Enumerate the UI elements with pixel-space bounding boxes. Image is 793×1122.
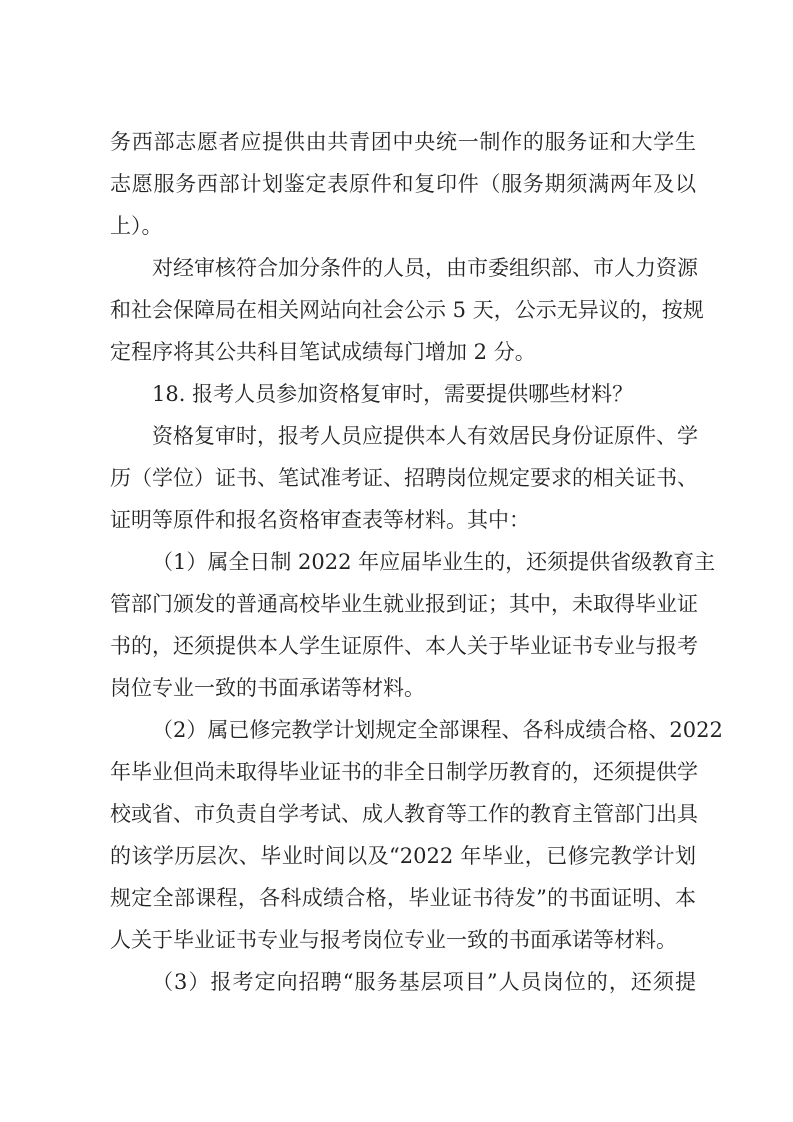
list-item-line: 管部门颁发的普通高校毕业生就业报到证；其中，未取得毕业证 [110, 592, 698, 616]
text-line: 务西部志愿者应提供由共青团中央统一制作的服务证和大学生 [110, 130, 696, 154]
text-line: 上）。 [110, 214, 163, 238]
text-line: 证明等原件和报名资格审查表等材料。其中： [110, 508, 530, 532]
list-item-line: （3）报考定向招聘“服务基层项目”人员岗位的，还须提 [152, 970, 696, 994]
text-line: 定程序将其公共科目笔试成绩每门增加 2 分。 [110, 340, 536, 364]
list-item-line: （2）属已修完教学计划规定全部课程、各科成绩合格、2022 [152, 718, 723, 742]
list-item-line: 书的，还须提供本人学生证原件、本人关于毕业证书专业与报考 [110, 634, 698, 658]
list-item-line: 校或省、市负责自学考试、成人教育等工作的教育主管部门出具 [110, 802, 698, 826]
text-line: 志愿服务西部计划鉴定表原件和复印件（服务期须满两年及以 [110, 172, 696, 196]
text-line: 和社会保障局在相关网站向社会公示 5 天，公示无异议的，按规 [110, 298, 704, 322]
list-item-line: 规定全部课程，各科成绩合格，毕业证书待发”的书面证明、本 [110, 886, 696, 910]
text-line: 资格复审时，报考人员应提供本人有效居民身份证原件、学 [152, 424, 698, 448]
list-item-line: 岗位专业一致的书面承诺等材料。 [110, 676, 425, 700]
list-item-line: 的该学历层次、毕业时间以及“2022 年毕业，已修完教学计划 [110, 844, 696, 868]
list-item-line: 年毕业但尚未取得毕业证书的非全日制学历教育的，还须提供学 [110, 760, 698, 784]
text-line: 历（学位）证书、笔试准考证、招聘岗位规定要求的相关证书、 [110, 466, 698, 490]
question-heading: 18. 报考人员参加资格复审时，需要提供哪些材料？ [152, 382, 634, 406]
text-line: 对经审核符合加分条件的人员，由市委组织部、市人力资源 [152, 256, 698, 280]
list-item-line: 人关于毕业证书专业与报考岗位专业一致的书面承诺等材料。 [110, 928, 677, 952]
list-item-line: （1）属全日制 2022 年应届毕业生的，还须提供省级教育主 [152, 550, 716, 574]
